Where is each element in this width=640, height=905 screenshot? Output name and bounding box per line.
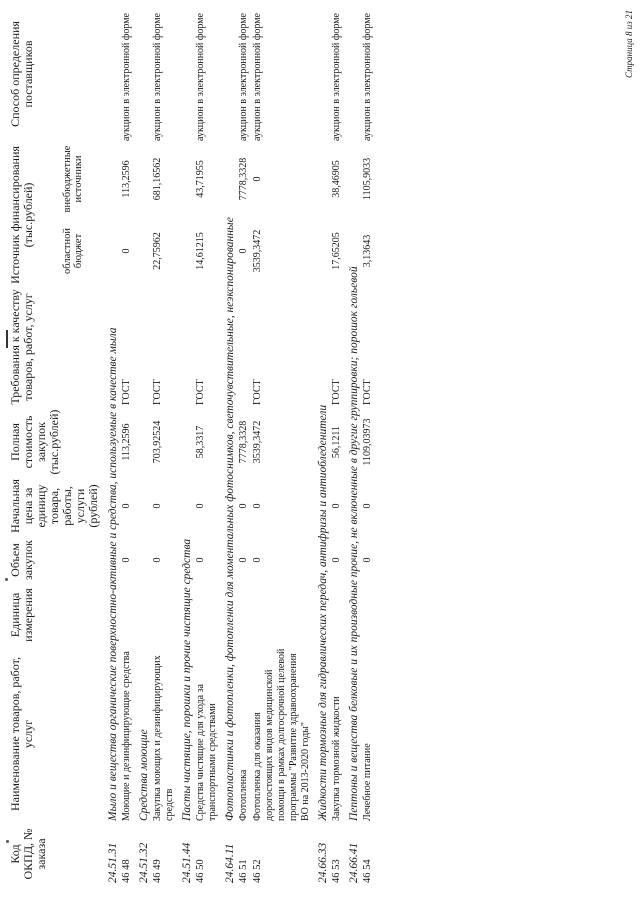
okpd-code: 24.66.41 <box>348 842 360 883</box>
budget-cell: 3,13643 <box>362 234 373 268</box>
header-financing: Источник финансирования (тыс.рублей) <box>8 146 35 284</box>
table-row <box>151 5 177 885</box>
extra-cell: 43,71955 <box>195 160 206 198</box>
okpd-code: 24.66.33 <box>317 842 329 883</box>
order-number: 46 54 <box>362 859 373 883</box>
volume-cell: 0 <box>195 557 206 563</box>
table-row <box>120 5 134 885</box>
category-title: Жидкости тормозные для гидравлических передач, антифризы и антиобледенители <box>317 404 329 821</box>
category-title: Мыло и вещества органические поверхностно-активные и средства, используемые в качестве мыла <box>107 327 119 821</box>
extra-cell: 0 <box>252 176 263 182</box>
table-row <box>330 5 344 885</box>
requirements-cell <box>237 287 251 407</box>
unit-cell <box>251 585 313 645</box>
cost-cell: 56,1211 <box>331 425 342 459</box>
cost-cell: 3539,3472 <box>252 420 263 464</box>
item-name: Закупка моющих и дезинфицирующих средств <box>152 655 175 821</box>
order-number: 46 52 <box>252 859 263 883</box>
requirements-cell: ГОСТ <box>195 379 206 405</box>
volume-cell: 0 <box>331 557 342 563</box>
price-cell: 0 <box>362 503 373 509</box>
method-cell: аукцион в электронной форме <box>121 13 132 141</box>
order-number: 46 48 <box>121 859 132 883</box>
budget-cell: 17,65205 <box>331 232 342 270</box>
requirements-cell: ГОСТ <box>152 379 163 405</box>
category-row <box>313 5 330 885</box>
header-volume: Объем закупок <box>8 540 35 580</box>
header-requirements: Требования к качеству товаров, работ, услуг <box>8 289 35 405</box>
cost-cell: 703,92524 <box>152 420 163 464</box>
header-unit: Единица измерения <box>8 588 35 642</box>
table-body <box>103 5 375 885</box>
cost-cell: 58,3317 <box>195 425 206 459</box>
header-price: Начальная цена за единицу товара, работы, услуги (рублей) <box>8 479 100 533</box>
header-method: Способ определения поставщиков <box>8 21 35 127</box>
method-cell: аукцион в электронной форме <box>152 13 163 141</box>
volume-cell: 0 <box>121 557 132 563</box>
unit-cell <box>120 585 134 645</box>
method-cell: аукцион в электронной форме <box>362 13 373 141</box>
budget-cell: 3539,3472 <box>252 229 263 273</box>
item-name: Фотопленка <box>238 769 249 821</box>
item-name: Моющие и дезинфицирующие средства <box>121 651 132 821</box>
extra-cell: 1105,9033 <box>362 157 373 201</box>
cost-cell: 113,2596 <box>121 423 132 461</box>
item-name: Закупка тормозной жидкости <box>331 696 342 821</box>
category-row <box>344 5 361 885</box>
method-cell: аукцион в электронной форме <box>195 13 206 141</box>
budget-cell: 22,75962 <box>152 232 163 270</box>
price-cell: 0 <box>152 503 163 509</box>
budget-cell: 0 <box>238 248 249 254</box>
unit-cell <box>237 585 251 645</box>
volume-cell: 0 <box>152 557 163 563</box>
price-cell: 0 <box>121 503 132 509</box>
price-cell: 0 <box>252 503 263 509</box>
header-row <box>6 5 61 885</box>
item-name: Лечебное питание <box>362 743 373 821</box>
budget-cell: 0 <box>121 248 132 254</box>
requirements-cell: ГОСТ <box>331 379 342 405</box>
item-name: Средства чистящие для ухода за транспортными средствами <box>195 684 218 821</box>
unit-cell <box>194 585 220 645</box>
category-title: Пасты чистящие, порошки и прочие чистящие средства <box>181 538 193 821</box>
header-name: Наименование товаров, работ, услуг <box>8 657 35 811</box>
order-number: 46 53 <box>331 859 342 883</box>
budget-cell: 14,61215 <box>195 232 206 270</box>
unit-cell <box>361 585 375 645</box>
requirements-cell: ГОСТ <box>252 379 263 405</box>
procurement-table <box>6 5 375 885</box>
extra-cell: 7778,3328 <box>238 157 249 201</box>
volume-cell: 0 <box>362 557 373 563</box>
header-code: Код ОКПД, № заказа <box>8 828 48 880</box>
method-cell: аукцион в электронной форме <box>252 13 263 141</box>
okpd-code: 24.51.44 <box>181 842 193 883</box>
price-cell: 0 <box>238 503 249 509</box>
price-cell: 0 <box>331 503 342 509</box>
order-number: 46 51 <box>238 859 249 883</box>
header-fin-extra: внебюджетные источники <box>62 145 85 213</box>
volume-cell: 0 <box>252 557 263 563</box>
category-row <box>134 5 151 885</box>
table-row <box>194 5 220 885</box>
cost-cell: 7778,3328 <box>238 420 249 464</box>
table-row <box>237 5 251 885</box>
extra-cell: 38,46905 <box>331 160 342 198</box>
order-number: 46 49 <box>152 859 163 883</box>
okpd-code: 24.51.32 <box>138 842 150 883</box>
requirements-cell: ГОСТ <box>121 379 132 405</box>
okpd-code: 24.51.31 <box>107 842 119 883</box>
unit-cell <box>151 585 177 645</box>
unit-cell <box>330 585 344 645</box>
category-row <box>220 5 237 885</box>
extra-cell: 113,2596 <box>121 160 132 198</box>
table-row <box>361 5 375 885</box>
item-name: Фотопленка для оказания дорогостоящих видов медицинской помощи в рамках долгосрочной целевой программы "Развитие здравоохранения ВО на 2013-2020 годы" <box>252 648 311 821</box>
requirements-cell: ГОСТ <box>362 379 373 405</box>
category-title: Средства моющие <box>138 729 150 821</box>
price-cell: 0 <box>195 503 206 509</box>
volume-cell: 0 <box>238 557 249 563</box>
category-title: Пептоны и вещества белковые и их производные прочие, не включенные в другие группировки; порошок гольевой <box>348 266 360 821</box>
method-cell: аукцион в электронной форме <box>331 13 342 141</box>
header-fin-budget: областной бюджет <box>62 228 85 274</box>
cost-cell: 1109,03973 <box>362 418 373 466</box>
method-cell: аукцион в электронной форме <box>238 13 249 141</box>
category-row <box>103 5 120 885</box>
okpd-code: 24.64.11 <box>224 843 236 883</box>
extra-cell: 681,16562 <box>152 157 163 201</box>
page-footer: Страница 8 из 21 <box>624 10 634 78</box>
order-number: 46 50 <box>195 859 206 883</box>
category-title: Фотопластинки и фотопленки, фотопленки для моментальных фотоснимков, светочувствительные, неэкспонированные <box>224 217 236 821</box>
category-row <box>177 5 194 885</box>
table-row <box>251 5 313 885</box>
header-cost: Полная стоимость закупок (тыс.рублей) <box>8 409 61 475</box>
